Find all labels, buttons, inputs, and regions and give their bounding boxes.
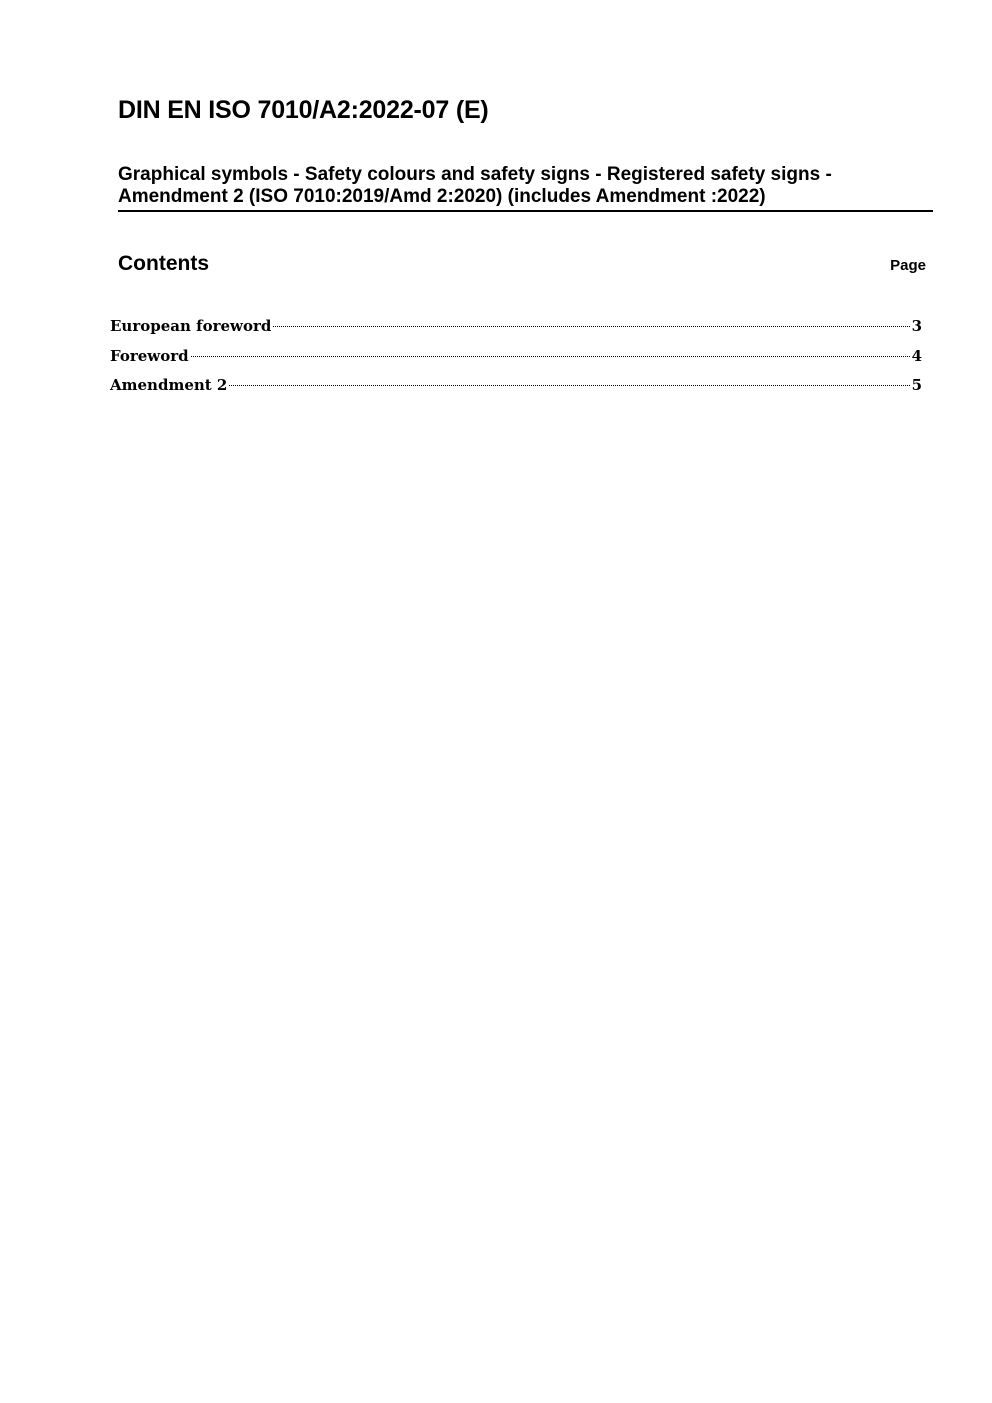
toc-entry-amendment-2[interactable]	[110, 375, 922, 405]
toc-entry-page-number: 5	[911, 376, 922, 394]
document-subtitle-line-2: Amendment 2 (ISO 7010:2019/Amd 2:2020) (includes Amendment :2022)	[118, 186, 766, 207]
contents-heading: Contents	[118, 252, 209, 275]
toc-dot-leader	[191, 356, 910, 357]
toc-entry-page-number: 3	[911, 317, 922, 335]
toc-entry-label: Amendment 2	[110, 376, 228, 394]
page-column-label: Page	[890, 257, 926, 274]
toc-dot-leader	[229, 385, 909, 386]
toc-entry-label: Foreword	[110, 346, 189, 365]
table-of-contents	[110, 316, 922, 405]
toc-dot-leader	[273, 326, 909, 327]
document-subtitle-line-1: Graphical symbols - Safety colours and safety signs - Registered safety signs -	[118, 164, 832, 185]
document-subtitle	[118, 164, 933, 212]
document-title: DIN EN ISO 7010/A2:2022-07 (E)	[118, 96, 489, 124]
toc-entry-label: European foreword	[110, 317, 272, 335]
toc-entry-european-foreword[interactable]	[110, 316, 922, 346]
toc-entry-foreword[interactable]	[110, 346, 922, 376]
toc-entry-page-number: 4	[911, 346, 922, 365]
